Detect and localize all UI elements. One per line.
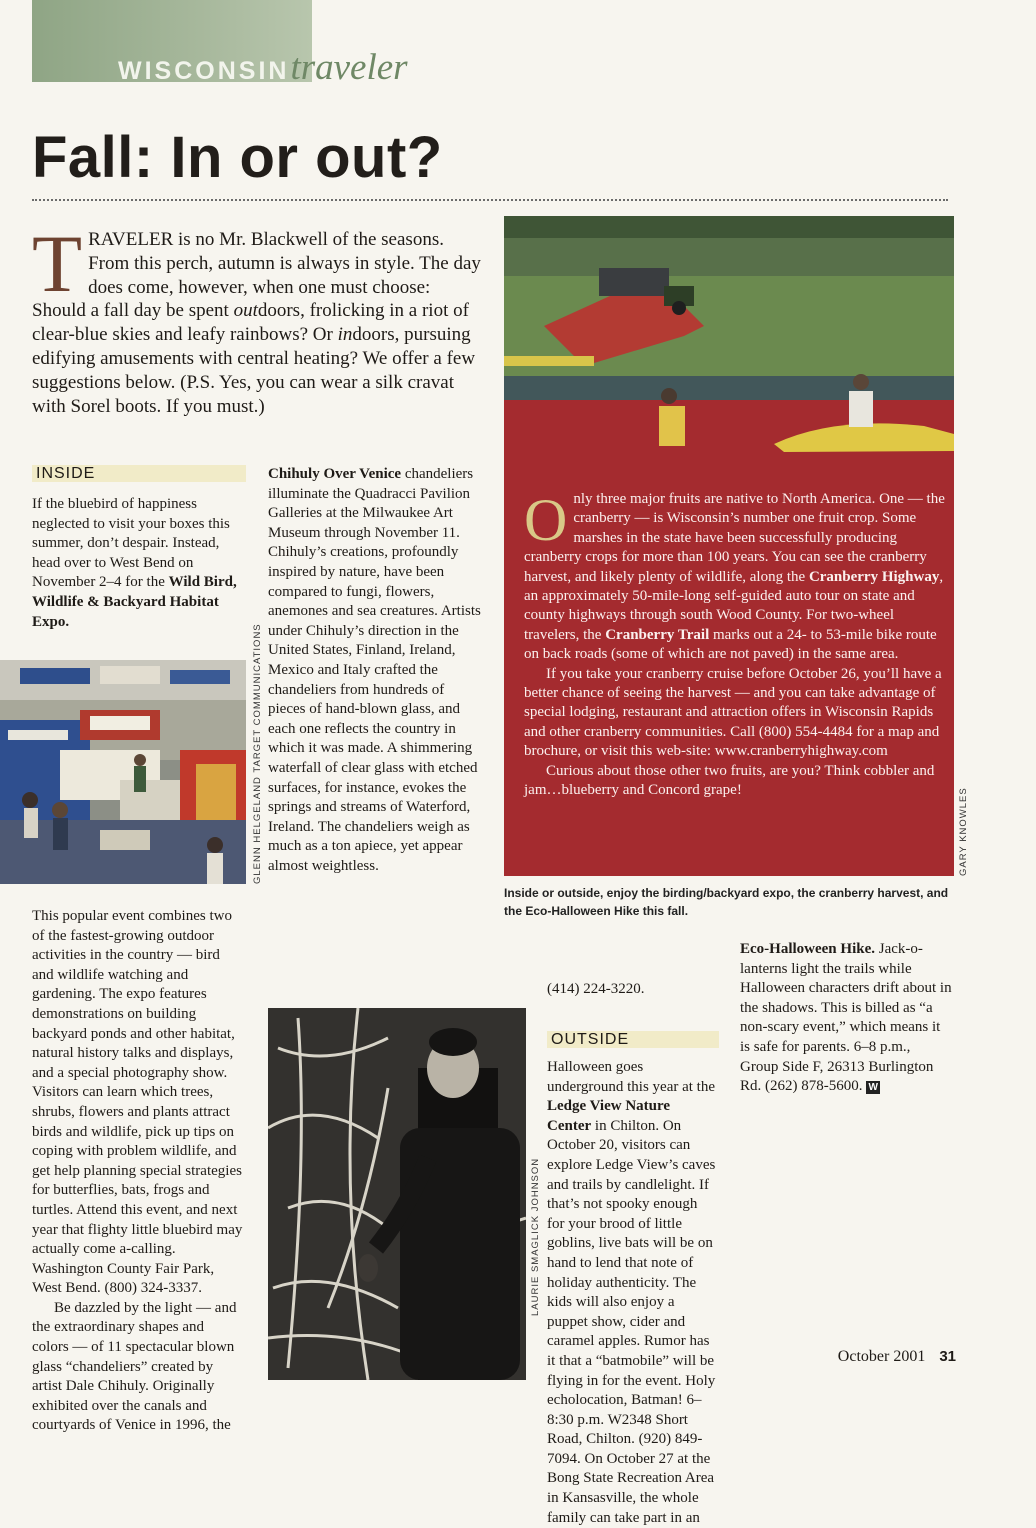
cranberry-photo-credit: GARY KNOWLES: [958, 787, 969, 876]
intro-paragraph: TRAVELER is no Mr. Blackwell of the seasons. From this perch, autumn is always in style. The day does come, however, when one must choose: Should a fall day be spent outdoors, frolicking in a riot of clear-blue skies and leafy rainbows? Or indoors, pursuing edifying amusements with central heating? We offer a few suggestions below. (P.S. Yes, you can wear a silk cravat with Sorel boots. If you must.): [32, 218, 481, 417]
expo-photo-illustration: [0, 660, 246, 884]
intro-dropcap: T: [32, 218, 83, 309]
halloween-photo-credit: LAURIE SMAGLICK JOHNSON: [530, 1157, 541, 1316]
inside-label: INSIDE: [32, 465, 246, 482]
page-number: 31: [939, 1348, 956, 1365]
section-kicker: [118, 46, 408, 92]
end-mark-icon: W: [866, 1081, 880, 1094]
halloween-photo-illustration: [268, 1008, 526, 1380]
inside-column-1-top: If the bluebird of happiness neglected to visit your boxes this summer, don’t despair. Instead, head over to West Bend on November 2–4 for the Wild Bird, Wildlife & Backyard Habitat Expo.: [32, 496, 237, 630]
cranberry-dropcap: O: [524, 487, 568, 553]
expo-photo-credit: GLENN HELGELAND TARGET COMMUNICATIONS: [252, 623, 263, 884]
outside-label: OUTSIDE: [547, 1031, 719, 1048]
inside-column-1-bottom: This popular event combines two of the fastest-growing outdoor activities in the country — bird and wildlife watching and gardening. The expo features demonstrations on building backyard ponds and other habitat, natural history talks and displays, and a special photography show. Visitors can learn which trees, shrubs, flowers and plants attract birds and wildlife, pick up tips on coping with problem wildlife, and get help planning special strategies for butterflies, bats, frogs and turtles. Attend this event, and next year that flighty little bluebird may actually come a-calling. Washington County Fair Park, West Bend. (800) 324-3337. Be dazzled by the light — and the extraordinary shapes and colors — of 11 spectacular blown glass “chandeliers” created by artist Dale Chihuly. Originally exhibited over the canals and courtyards of Venice in 1996, the: [32, 908, 243, 1434]
cranberry-text: Only three major fruits are native to North America. One — the cranberry — is Wisconsin’s number one fruit crop. Some marshes in the state have been successfully producing cranberry crops for more than 100 years. You can see the cranberry harvest, and likely plenty of wildlife, along the Cranberry Highway, an approximately 50-mile-long self-guided auto tour on state and county highways through south Wood County. For two-wheel travelers, the Cranberry Trail marks out a 24- to 53-mile bike route on back roads (some of which are not paved) in the same area. If you take your cranberry cruise before October 26, you’ll have a better chance of seeing the harvest — and you can take advantage of special lodging, restaurant and attraction offers in Wisconsin Rapids and other cranberry communities. Call (800) 554-4484 for a map and brochure, or visit this web-site: www.cranberryhighway.com Curious about those other two fruits, are you? Think cobbler and jam…blueberry and Concord grape!: [524, 487, 945, 799]
expo-photo: [0, 660, 246, 884]
outside-column-4: Eco-Halloween Hike. Jack-o-lanterns light the trails while Halloween characters drift about in the shadows. This is billed as “a non-scary event,” which means it is safe for parents. 6–8 p.m., Group Side F, 26313 Burlington Rd. (262) 878-5600. W: [740, 941, 952, 1095]
photo-caption: Inside or outside, enjoy the birding/backyard expo, the cranberry harvest, and the Eco-Halloween Hike this fall.: [504, 886, 949, 918]
headline: Fall: In or out?: [32, 125, 443, 190]
inside-column-2: Chihuly Over Venice chandeliers illuminate the Quadracci Pavilion Galleries at the Milwaukee Art Museum through November 11. Chihuly’s creations, profoundly inspired by nature, have been compared to fungi, flowers, anemones and sea creatures. Artists under Chihuly’s direction in the United States, Finland, Ireland, Mexico and Italy crafted the chandeliers from hundreds of pieces of hand-blown glass, and each one reflects the country in which it was made. A shimmering waterfall of clear glass with etched surfaces, for instance, evokes the springs and streams of Waterford, Ireland. The chandeliers weigh as much as a ton apiece, yet appear almost weightless.: [268, 466, 481, 874]
chihuly-phone: (414) 224-3220.: [547, 981, 645, 997]
halloween-photo: [268, 1008, 526, 1380]
kicker-italic: traveler: [290, 47, 408, 88]
cranberry-photo: [504, 216, 954, 876]
folio-date: October 2001: [837, 1348, 926, 1365]
dotted-rule: [32, 199, 948, 201]
kicker-main: WISCONSIN: [118, 57, 290, 85]
outside-column-3: Halloween goes underground this year at the Ledge View Nature Center in Chilton. On October 20, visitors can explore Ledge View’s caves and trails by candlelight. If that’s not spooky enough for your brood of little goblins, live bats will be on hand to lend that note of holiday authenticity. The kids will also enjoy a puppet show, cider and caramel apples. Rumor has it that a “batmobile” will be flying in for the event. Holy echolocation, Batman! 6–8:30 p.m. W2348 Short Road, Chilton. (920) 849-7094. On October 27 at the Bong State Recreation Area in Kansasville, the whole family can take part in an: [547, 1059, 716, 1526]
folio: [838, 1348, 956, 1366]
